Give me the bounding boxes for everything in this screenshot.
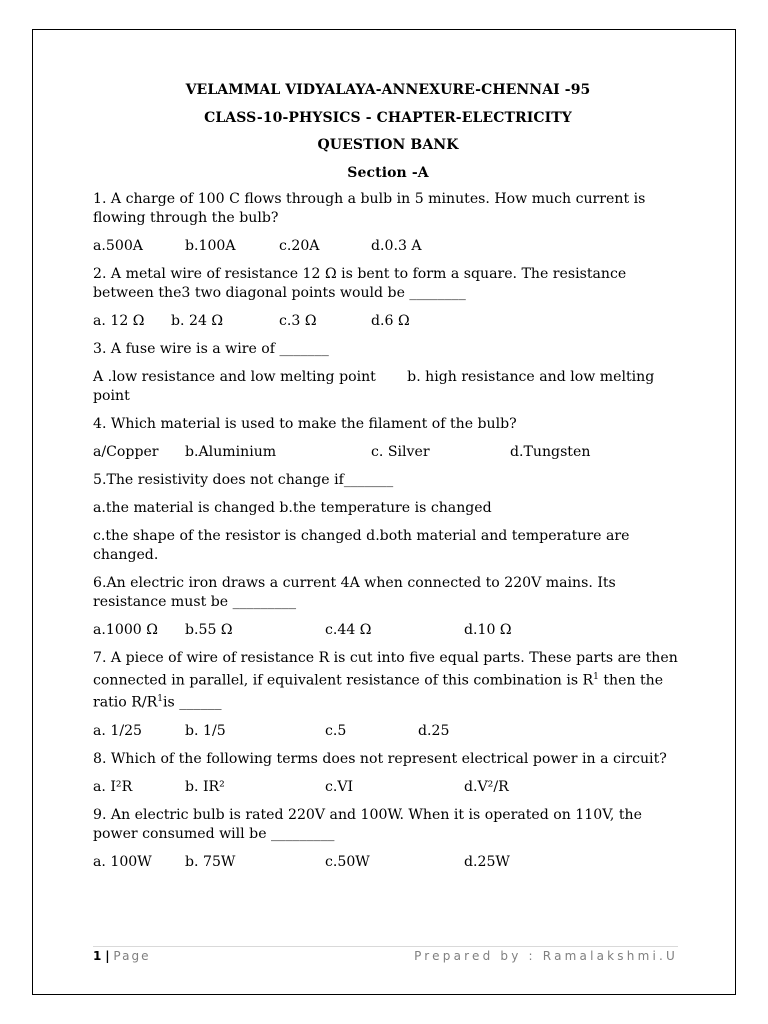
page-number: 1 xyxy=(93,949,102,963)
options-q6 xyxy=(93,621,683,640)
prepared-by: Prepared by : Ramalakshmi.U xyxy=(414,949,678,963)
question-4: 4. Which material is used to make the filament of the bulb? xyxy=(93,415,517,432)
question-8: 8. Which of the following terms does not represent electrical power in a circuit? xyxy=(93,750,667,767)
options-q2 xyxy=(93,312,683,331)
option-a: a/Copper xyxy=(93,443,159,460)
option-b: b. 1/5 xyxy=(185,722,226,739)
question-7-text-c: is ______ xyxy=(162,694,222,711)
option-d: d.25W xyxy=(464,853,510,870)
question-7-text-b: then the ratio R/R xyxy=(93,672,664,711)
options-q4 xyxy=(93,443,683,462)
option-c: c.50W xyxy=(325,853,370,870)
options-q7 xyxy=(93,722,683,741)
options-q8 xyxy=(93,778,683,797)
option-a: a. 100W xyxy=(93,853,152,870)
subject-title: CLASS-10-PHYSICS - CHAPTER-ELECTRICITY xyxy=(204,109,572,126)
question-2: 2. A metal wire of resistance 12 Ω is bent to form a square. The resistance between the3 two diagonal points would be ________ xyxy=(93,265,627,301)
option-a: a. 1/25 xyxy=(93,722,143,739)
options-q5-line-2: c.the shape of the resistor is changed d.both material and temperature are changed. xyxy=(93,527,630,563)
option-d: d.6 Ω xyxy=(371,312,410,329)
question-7-text-a: 7. A piece of wire of resistance R is cut into five equal parts. These parts are then connected in parallel, if equivalent resistance of this combination is R xyxy=(93,649,678,689)
option-d: d.25 xyxy=(418,722,450,739)
document-body xyxy=(93,82,683,881)
doc-title: QUESTION BANK xyxy=(317,137,459,153)
option-c: c.20A xyxy=(279,237,320,254)
question-9: 9. An electric bulb is rated 220V and 100W. When it is operated on 110V, the power consumed will be _________ xyxy=(93,806,642,842)
option-b: b. IR² xyxy=(185,778,225,795)
page-label: Page xyxy=(113,949,151,963)
superscript: 1 xyxy=(593,671,599,682)
option-c: c. Silver xyxy=(371,443,430,460)
option-a: a.500A xyxy=(93,237,143,254)
option-b: b.55 Ω xyxy=(185,621,233,638)
options-q5-line-1: a.the material is changed b.the temperature is changed xyxy=(93,499,492,516)
page-footer xyxy=(93,949,678,965)
option-c: c.VI xyxy=(325,778,354,795)
section-title: Section -A xyxy=(347,164,429,181)
option-a: a.1000 Ω xyxy=(93,621,158,638)
option-b: b.Aluminium xyxy=(185,443,277,460)
option-d: d.0.3 A xyxy=(371,237,422,254)
school-name: VELAMMAL VIDYALAYA-ANNEXURE-CHENNAI -95 xyxy=(185,82,591,98)
option-c: c.44 Ω xyxy=(325,621,372,638)
question-6: 6.An electric iron draws a current 4A when connected to 220V mains. Its resistance must be _________ xyxy=(93,574,616,610)
option-b: b. 75W xyxy=(185,853,236,870)
option-a: a. I²R xyxy=(93,778,133,795)
question-7 xyxy=(93,649,683,713)
options-q3: A .low resistance and low melting point b. high resistance and low melting point xyxy=(93,368,655,404)
options-q1 xyxy=(93,237,683,256)
option-a: a. 12 Ω xyxy=(93,312,145,329)
question-5: 5.The resistivity does not change if_______ xyxy=(93,471,394,488)
question-3: 3. A fuse wire is a wire of _______ xyxy=(93,340,329,357)
option-b: b.100A xyxy=(185,237,236,254)
option-d: d.Tungsten xyxy=(510,443,591,460)
footer-divider xyxy=(93,946,678,947)
option-c: c.5 xyxy=(325,722,347,739)
option-d: d.10 Ω xyxy=(464,621,512,638)
page-indicator xyxy=(93,949,150,963)
page-separator: | xyxy=(105,949,110,963)
superscript: 1 xyxy=(157,694,163,705)
question-1: 1. A charge of 100 C flows through a bulb in 5 minutes. How much current is flowing through the bulb? xyxy=(93,190,646,226)
option-c: c.3 Ω xyxy=(279,312,317,329)
option-b: b. 24 Ω xyxy=(171,312,224,329)
option-d: d.V²/R xyxy=(464,778,509,795)
options-q9 xyxy=(93,853,683,872)
